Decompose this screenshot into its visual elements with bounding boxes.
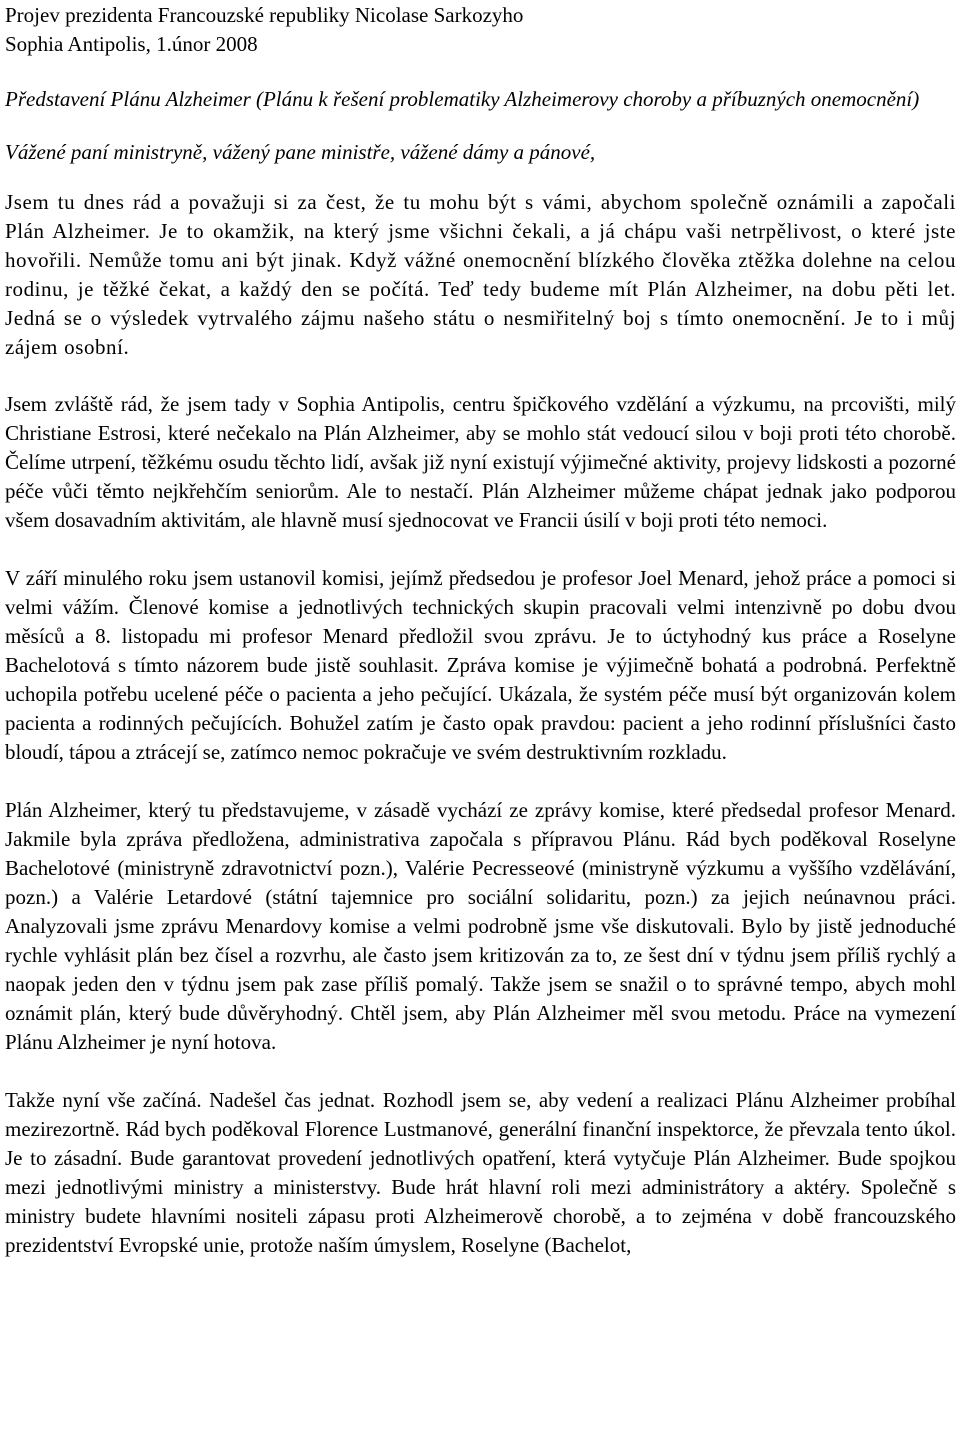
paragraph: Plán Alzheimer, který tu představujeme, v zásadě vychází ze zprávy komise, které předsedal profesor Menard. Jakmile byla zpráva předložena, administrativa započala s přípravou Plánu. Rád bych poděkoval Roselyne Bachelotové (ministryně zdravotnictví pozn.), Valérie Pecresseové (ministryně výzkumu a vyššího vzdělávání, pozn.) a Valérie Letardové (státní tajemnice pro sociální solidaritu, pozn.) za jejich neúnavnou práci. Analyzovali jsme zprávu Menardovy komise a velmi podrobně jsme vše diskutovali. Bylo by jistě jednoduché rychle vyhlásit plán bez čísel a rozvrhu, ale často jsem kritizován za to, ze šest dní v týdnu jsem příliš rychlý a naopak jeden den v týdnu jsem pak zase příliš pomalý. Takže jsem se snažil o to správné tempo, abych mohl oznámit plán, který bude důvěryhodný. Chtěl jsem, aby Plán Alzheimer měl svou metodu. Práce na vymezení Plánu Alzheimer je nyní hotova. xyxy=(5,798,956,1054)
speech-place-date: Sophia Antipolis, 1.únor 2008 xyxy=(5,32,258,56)
paragraph: V září minulého roku jsem ustanovil komisi, jejímž předsedou je profesor Joel Menard, jehož práce a pomoci si velmi vážím. Členové komise a jednotlivých technických skupin pracovali velmi intenzivně po dobu dvou měsíců a 8. listopadu mi profesor Menard předložil svou zprávu. Je to úctyhodný kus práce a Roselyne Bachelotová s tímto názorem bude jistě souhlasit. Zpráva komise je výjimečně bohatá a podrobná. Perfektně uchopila potřebu ucelené péče o pacienta a jeho pečující. Ukázala, že systém péče musí být organizován kolem pacienta a rodinných pečujících. Bohužel zatím je často opak pravdou: pacient a jeho rodinní příslušníci často bloudí, tápou a ztrácejí se, zatímco nemoc pokračuje ve svém destruktivním rozkladu. xyxy=(5,566,956,764)
salutation: Vážené paní ministryně, vážený pane ministře, vážené dámy a pánové, xyxy=(5,140,596,164)
paragraph: Jsem zvláště rád, že jsem tady v Sophia Antipolis, centru špičkového vzdělání a výzkumu, na prcovišti, milý Christiane Estrosi, které nečekalo na Plán Alzheimer, aby se mohlo stát vedoucí silou v boji proti této chorobě. Čelíme utrpení, těžkému osudu těchto lidí, avšak již nyní existují výjimečné aktivity, projevy lidskosti a pozorné péče vůči těmto nejkřehčím seniorům. Ale to nestačí. Plán Alzheimer můžeme chápat jednak jako podporou všem dosavadním aktivitám, ale hlavně musí sjednocovat ve Francii úsilí v boji proti této nemoci. xyxy=(5,392,956,532)
paragraph: Jsem tu dnes rád a považuji si za čest, že tu mohu být s vámi, abychom společně oznámili a započali Plán Alzheimer. Je to okamžik, na který jsme všichni čekali, a já chápu vaši netrpělivost, o které jste hovořili. Nemůže tomu ani být jinak. Když vážné onemocnění blízkého člověka ztěžka dolehne na celou rodinu, je těžké čekat, a každý den se počítá. Teď tedy budeme mít Plán Alzheimer, na dobu pěti let. Jedná se o výsledek vytrvalého zájmu našeho státu o nesmiřitelný boj s tímto onemocnění. Je to i můj zájem osobní. xyxy=(5,190,956,359)
paragraph: Takže nyní vše začíná. Nadešel čas jednat. Rozhodl jsem se, aby vedení a realizaci Plánu Alzheimer probíhal mezirezortně. Rád bych poděkoval Florence Lustmanové, generální finanční inspektorce, že převzala tento úkol. Je to zásadní. Bude garantovat provedení jednotlivých opatření, která vytyčuje Plán Alzheimer. Bude spojkou mezi jednotlivými ministry a ministerstvy. Bude hrát hlavní roli mezi administrátory a aktéry. Společně s ministry budete hlavními nositeli zápasu proti Alzheimerově chorobě, a to zejména v době francouzského prezidentství Evropské unie, protože naším úmyslem, Roselyne (Bachelot, xyxy=(5,1088,956,1257)
document-title: Představení Plánu Alzheimer (Plánu k řešení problematiky Alzheimerovy choroby a příbuzných onemocnění) xyxy=(5,87,920,111)
speech-author-line: Projev prezidenta Francouzské republiky Nicolase Sarkozyho xyxy=(5,3,524,27)
document-page xyxy=(5,0,956,1260)
document-header xyxy=(5,0,956,59)
